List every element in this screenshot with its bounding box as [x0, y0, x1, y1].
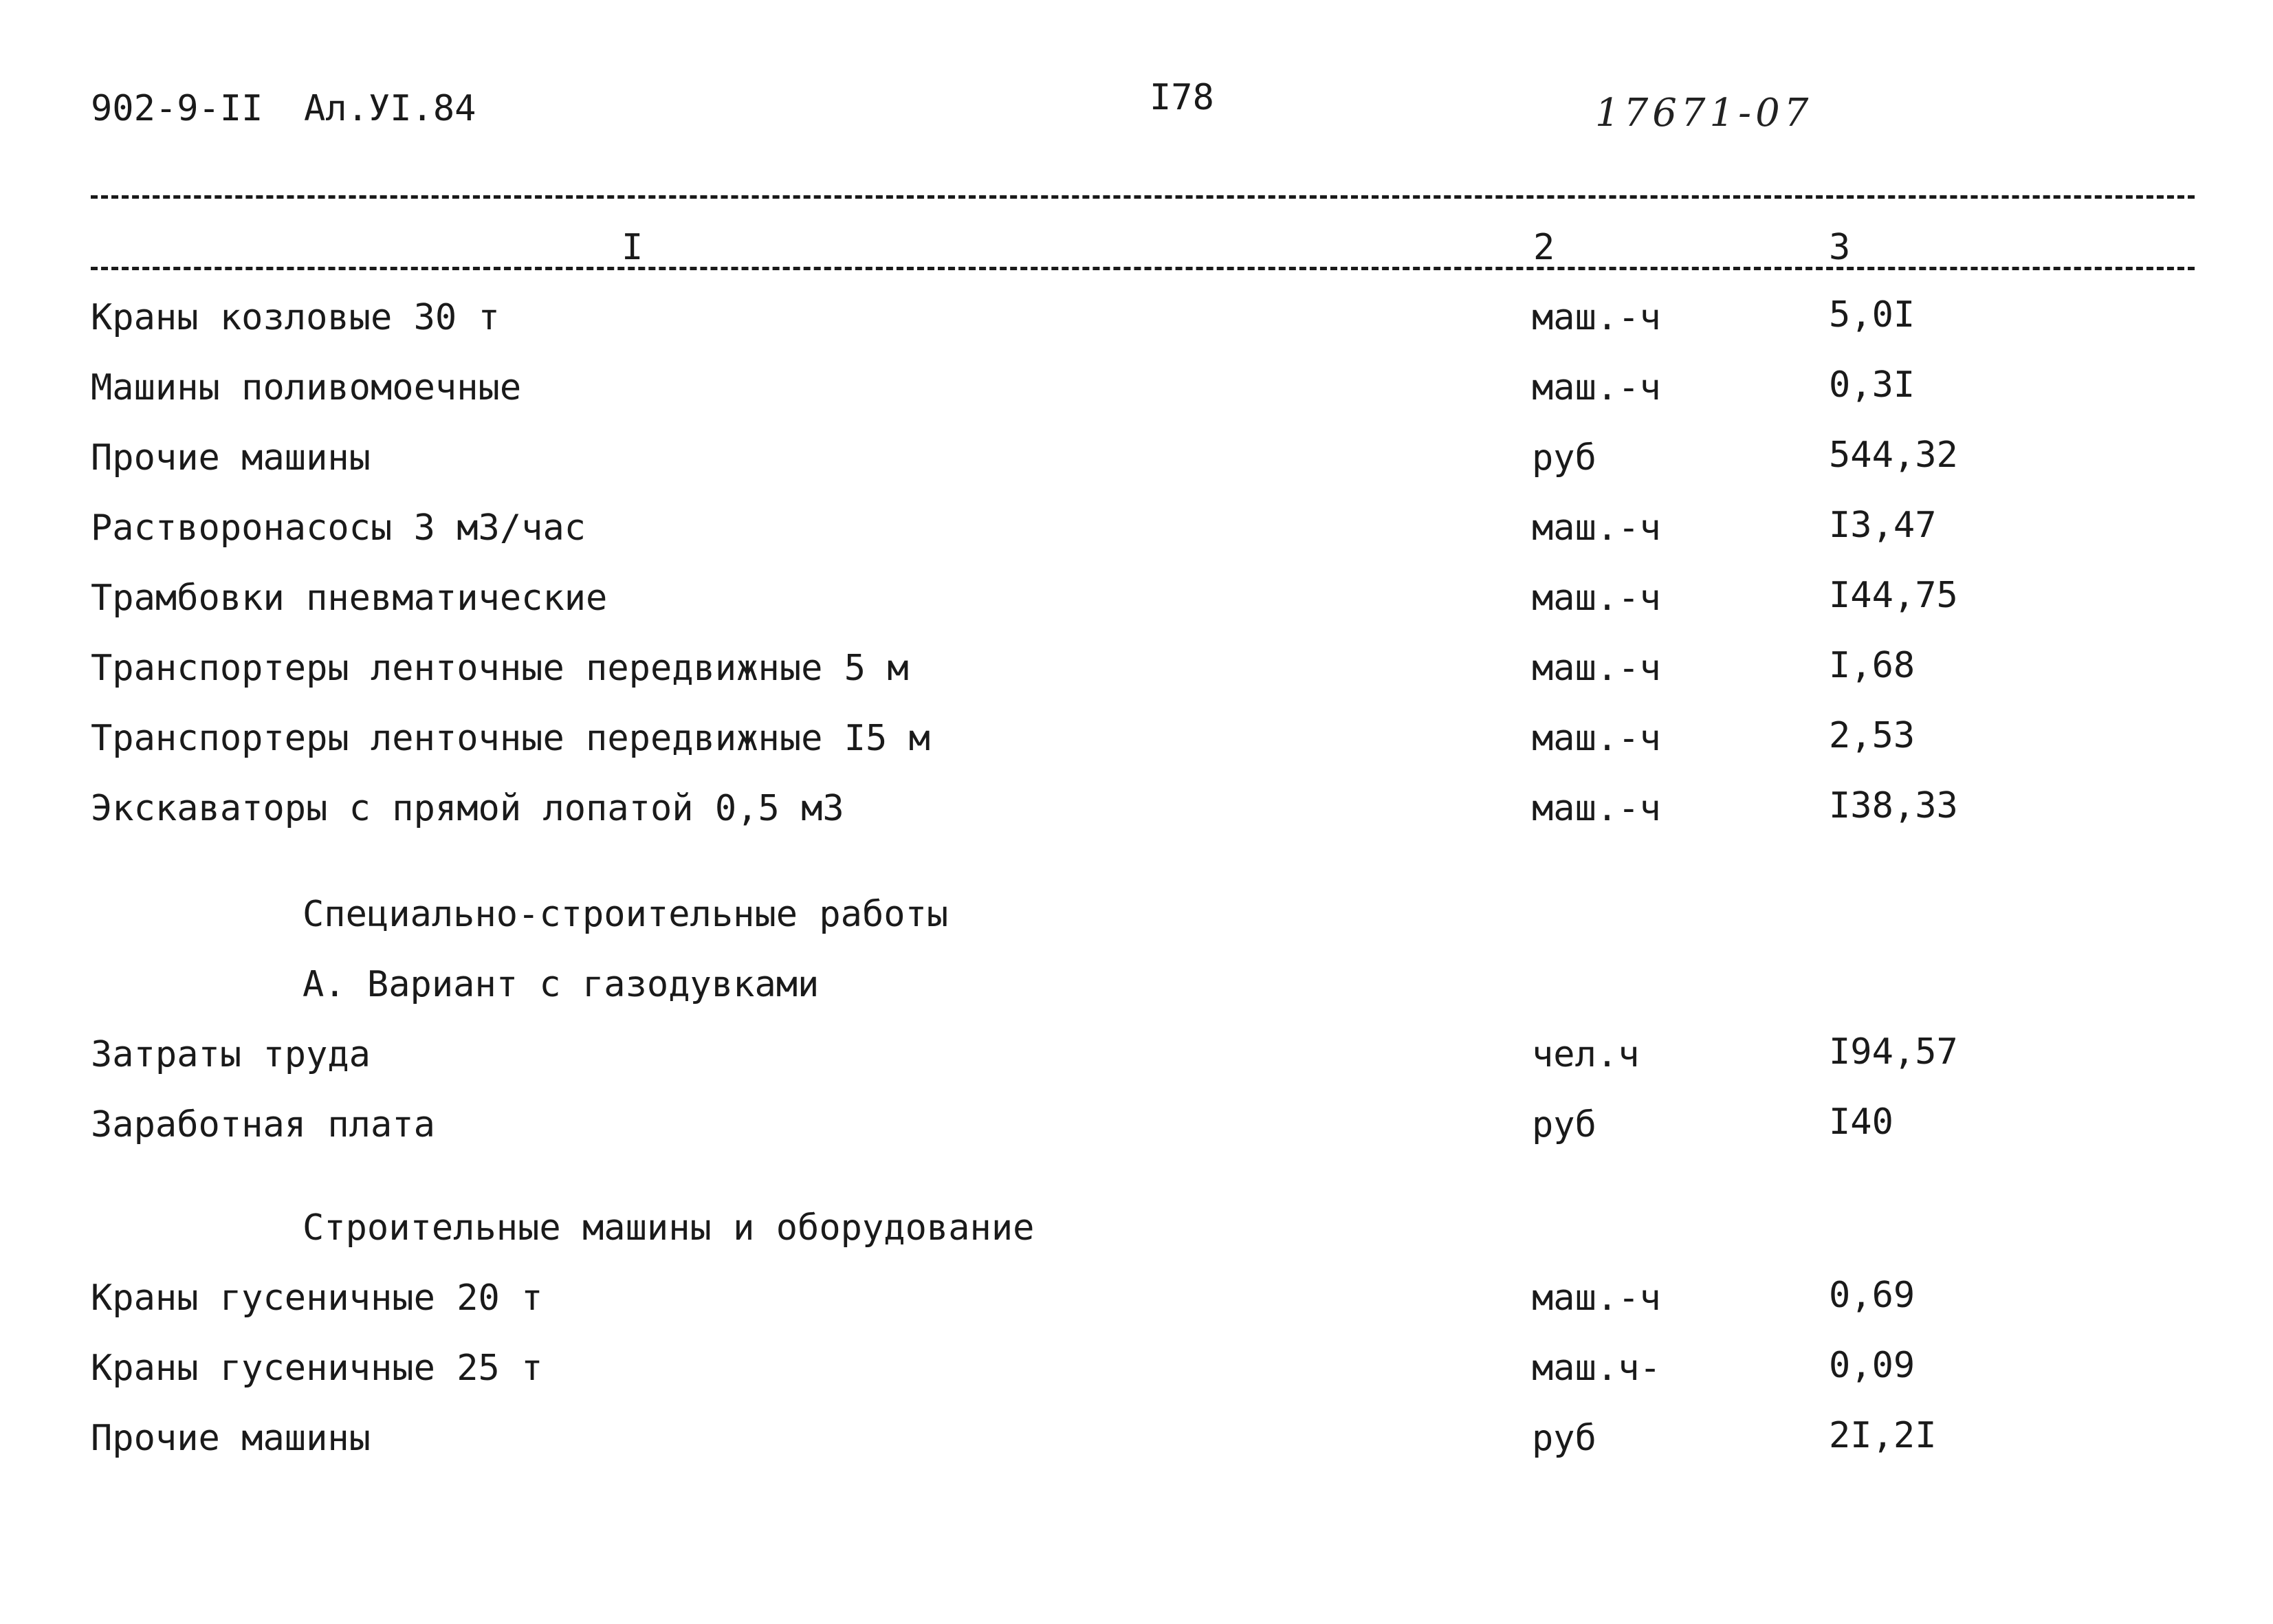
table-row-unit: маш.-ч [1532, 367, 1661, 408]
table-row-label: Краны козловые 30 т [91, 297, 500, 338]
table-row-unit: маш.-ч [1532, 788, 1661, 829]
doc-code: 902-9-II [91, 88, 263, 129]
column-header-1: I [622, 227, 644, 268]
section-title: Строительные машины и оборудование [303, 1207, 1035, 1249]
table-row-value: I38,33 [1829, 785, 1958, 826]
table-row-unit: маш.-ч [1532, 578, 1661, 619]
table-row-unit: руб [1532, 1104, 1596, 1145]
table-row-unit: руб [1532, 437, 1596, 479]
table-top-rule [91, 195, 2195, 199]
page-number: I78 [1150, 77, 1214, 118]
table-row-unit: маш.ч- [1532, 1348, 1661, 1389]
table-row-unit: чел.ч [1532, 1034, 1640, 1075]
table-row-label: Растворонасосы 3 м3/час [91, 507, 586, 549]
table-row-value: 2,53 [1829, 715, 1915, 756]
table-row-label: Прочие машины [91, 1418, 371, 1459]
table-row-value: 544,32 [1829, 435, 1958, 476]
section-title: Специально-строительные работы [303, 894, 949, 935]
table-row-label: Трамбовки пневматические [91, 578, 608, 619]
column-header-2: 2 [1533, 227, 1555, 268]
table-row-label: Экскаваторы с прямой лопатой 0,5 м3 [91, 788, 844, 829]
table-row-value: I3,47 [1829, 505, 1937, 546]
table-row-value: 0,09 [1829, 1345, 1915, 1386]
table-row-unit: маш.-ч [1532, 718, 1661, 759]
table-row-unit: маш.-ч [1532, 648, 1661, 689]
table-row-value: 0,3I [1829, 364, 1915, 406]
table-row-value: I40 [1829, 1101, 1893, 1143]
section-subtitle: А. Вариант с газодувками [303, 964, 820, 1005]
table-row-unit: руб [1532, 1418, 1596, 1459]
album-code: Ал.УI.84 [304, 88, 476, 129]
table-row-unit: маш.-ч [1532, 1277, 1661, 1319]
registration-number: 17671-07 [1595, 91, 1813, 135]
table-row-value: 5,0I [1829, 294, 1915, 336]
table-row-label: Машины поливомоечные [91, 367, 522, 408]
table-row-value: 2I,2I [1829, 1415, 1937, 1456]
table-header-rule [91, 267, 2195, 270]
table-row-label: Заработная плата [91, 1104, 435, 1145]
table-row-label: Затраты труда [91, 1034, 371, 1075]
table-row-unit: маш.-ч [1532, 507, 1661, 549]
table-row-label: Транспортеры ленточные передвижные I5 м [91, 718, 930, 759]
table-row-label: Краны гусеничные 20 т [91, 1277, 543, 1319]
table-row-value: I,68 [1829, 645, 1915, 686]
table-row-unit: маш.-ч [1532, 297, 1661, 338]
column-header-3: 3 [1829, 227, 1851, 268]
table-row-value: I94,57 [1829, 1031, 1958, 1073]
table-row-label: Прочие машины [91, 437, 371, 479]
table-row-label: Краны гусеничные 25 т [91, 1348, 543, 1389]
table-row-label: Транспортеры ленточные передвижные 5 м [91, 648, 909, 689]
table-row-value: 0,69 [1829, 1275, 1915, 1316]
table-row-value: I44,75 [1829, 575, 1958, 616]
